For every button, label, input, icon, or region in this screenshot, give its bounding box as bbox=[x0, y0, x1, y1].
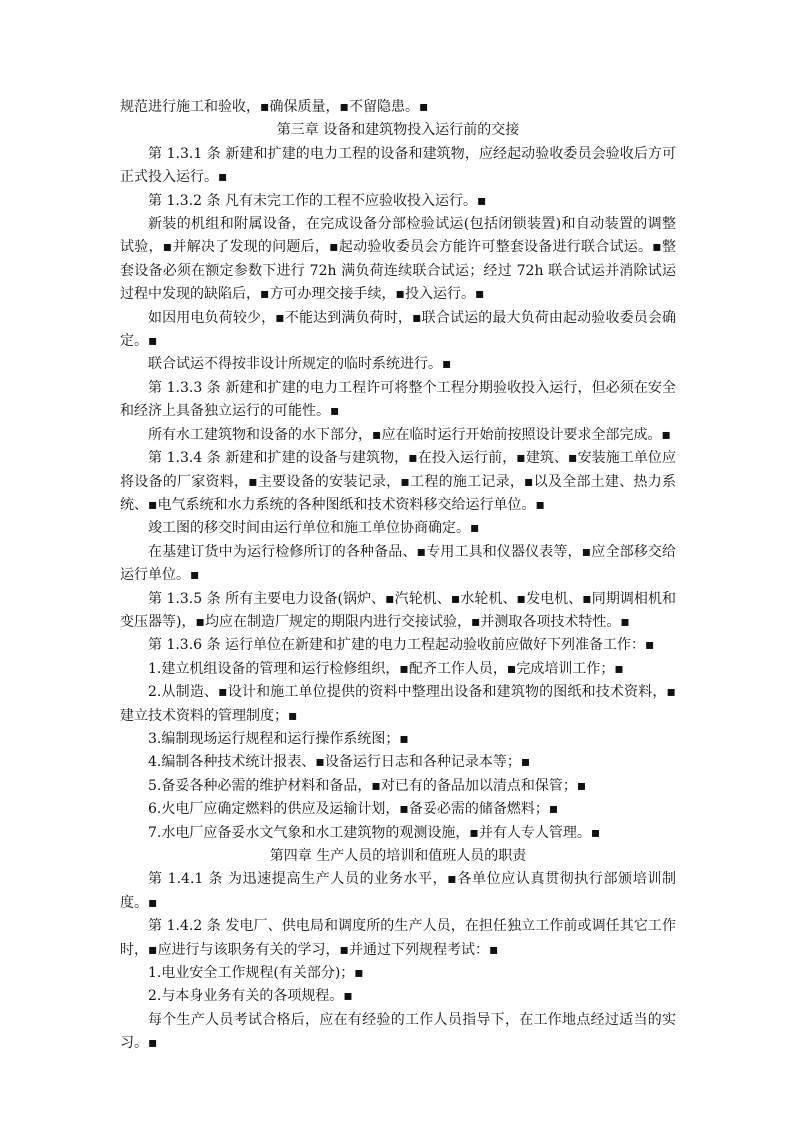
paragraph-as-built-drawings: 竣工图的移交时间由运行单位和施工单位协商确定。▪ bbox=[148, 520, 480, 537]
exam-item-1: 1.电业安全工作规程(有关部分)；▪ bbox=[148, 965, 364, 982]
paragraph-internship: 每个生产人员考试合格后，应在有经验的工作人员指导下，在工作地点经过适当的实习。▪ bbox=[120, 1011, 676, 1052]
article-1-3-3: 第 1.3.3 条 新建和扩建的电力工程许可将整个工程分期验收投入运行，但必须在安全和经济上具备独立运行的可能性。▪ bbox=[120, 379, 676, 420]
paragraph-intro: 规范进行施工和验收，▪确保质量，▪不留隐患。▪ bbox=[120, 99, 429, 115]
chapter-3-heading: 第三章 设备和建筑物投入运行前的交接 bbox=[276, 122, 520, 139]
paragraph-spare-parts: 在基建订货中为运行检修所订的各种备品、▪专用工具和仪器仪表等，▪应全部移交给运行单位。▪ bbox=[120, 543, 676, 584]
chapter-4-heading: 第四章 生产人员的培训和值班人员的职责 bbox=[269, 848, 527, 864]
document-page bbox=[120, 96, 676, 1056]
list-item-6: 6.火电厂应确定燃料的供应及运输计划，▪备妥必需的储备燃料；▪ bbox=[148, 801, 559, 818]
article-1-3-1: 第 1.3.1 条 新建和扩建的电力工程的设备和建筑物，应经起动验收委员会验收后方可正式投入运行。▪ bbox=[120, 145, 676, 186]
paragraph-low-load: 如因用电负荷较少，▪不能达到满负荷时，▪联合试运的最大负荷由起动验收委员会确定。▪ bbox=[120, 309, 676, 350]
article-1-3-2: 第 1.3.2 条 凡有未完工作的工程不应验收投入运行。▪ bbox=[148, 192, 487, 209]
article-1-4-2: 第 1.4.2 条 发电厂、供电局和调度所的生产人员，在担任独立工作前或调任其它工作时，▪应进行与该职务有关的学习，▪并通过下列规程考试：▪ bbox=[120, 918, 676, 958]
list-item-1: 1.建立机组设备的管理和运行检修组织，▪配齐工作人员，▪完成培训工作；▪ bbox=[148, 660, 624, 677]
list-item-7: 7.水电厂应备妥水文气象和水工建筑物的观测设施，▪并有人专人管理。▪ bbox=[148, 824, 601, 841]
article-1-3-4: 第 1.3.4 条 新建和扩建的设备与建筑物，▪在投入运行前，▪建筑、▪安装施工单位应将设备的厂家资料，▪主要设备的安装记录，▪工程的施工记录，▪以及全部土建、热力系统、▪电气系统和水力系统的各种图纸和技术资料移交给运行单位。▪ bbox=[120, 450, 676, 513]
article-1-3-5: 第 1.3.5 条 所有主要电力设备(锅炉、▪汽轮机、▪水轮机、▪发电机、▪同期调相机和变压器等)，▪均应在制造厂规定的期限内进行交接试验，▪并测取各项技术特性。▪ bbox=[120, 590, 676, 630]
exam-item-2: 2.与本身业务有关的各项规程。▪ bbox=[148, 988, 353, 1005]
paragraph-joint-trial-run: 新装的机组和附属设备，在完成设备分部检验试运(包括闭锁装置)和自动装置的调整试验，▪并解决了发现的问题后，▪起动验收委员会方能许可整套设备进行联合试运。▪整套设备必须在额定参数下进行 72h 满负荷连续联合试运；经过 72h 联合试运并消除试运过程中发现的缺陷后，▪方可办理交接手续，▪投入运行。▪ bbox=[120, 216, 676, 303]
article-1-3-6: 第 1.3.6 条 运行单位在新建和扩建的电力工程起动验收前应做好下列准备工作：▪ bbox=[148, 637, 655, 654]
paragraph-temporary-system: 联合试运不得按非设计所规定的临时系统进行。▪ bbox=[148, 356, 452, 373]
list-item-2: 2.从制造、▪设计和施工单位提供的资料中整理出设备和建筑物的图纸和技术资料，▪建立技术资料的管理制度；▪ bbox=[120, 684, 676, 724]
list-item-3: 3.编制现场运行规程和运行操作系统图；▪ bbox=[148, 730, 409, 747]
paragraph-hydraulic-structures: 所有水工建筑物和设备的水下部分，▪应在临时运行开始前按照设计要求全部完成。▪ bbox=[148, 426, 671, 443]
article-1-4-1: 第 1.4.1 条 为迅速提高生产人员的业务水平，▪各单位应认真贯彻执行部颁培训制度。▪ bbox=[120, 871, 676, 911]
list-item-4: 4.编制各种技术统计报表、▪设备运行日志和各种记录本等；▪ bbox=[148, 754, 531, 771]
list-item-5: 5.备妥各种必需的维护材料和备品，▪对已有的备品加以清点和保管；▪ bbox=[148, 777, 587, 794]
